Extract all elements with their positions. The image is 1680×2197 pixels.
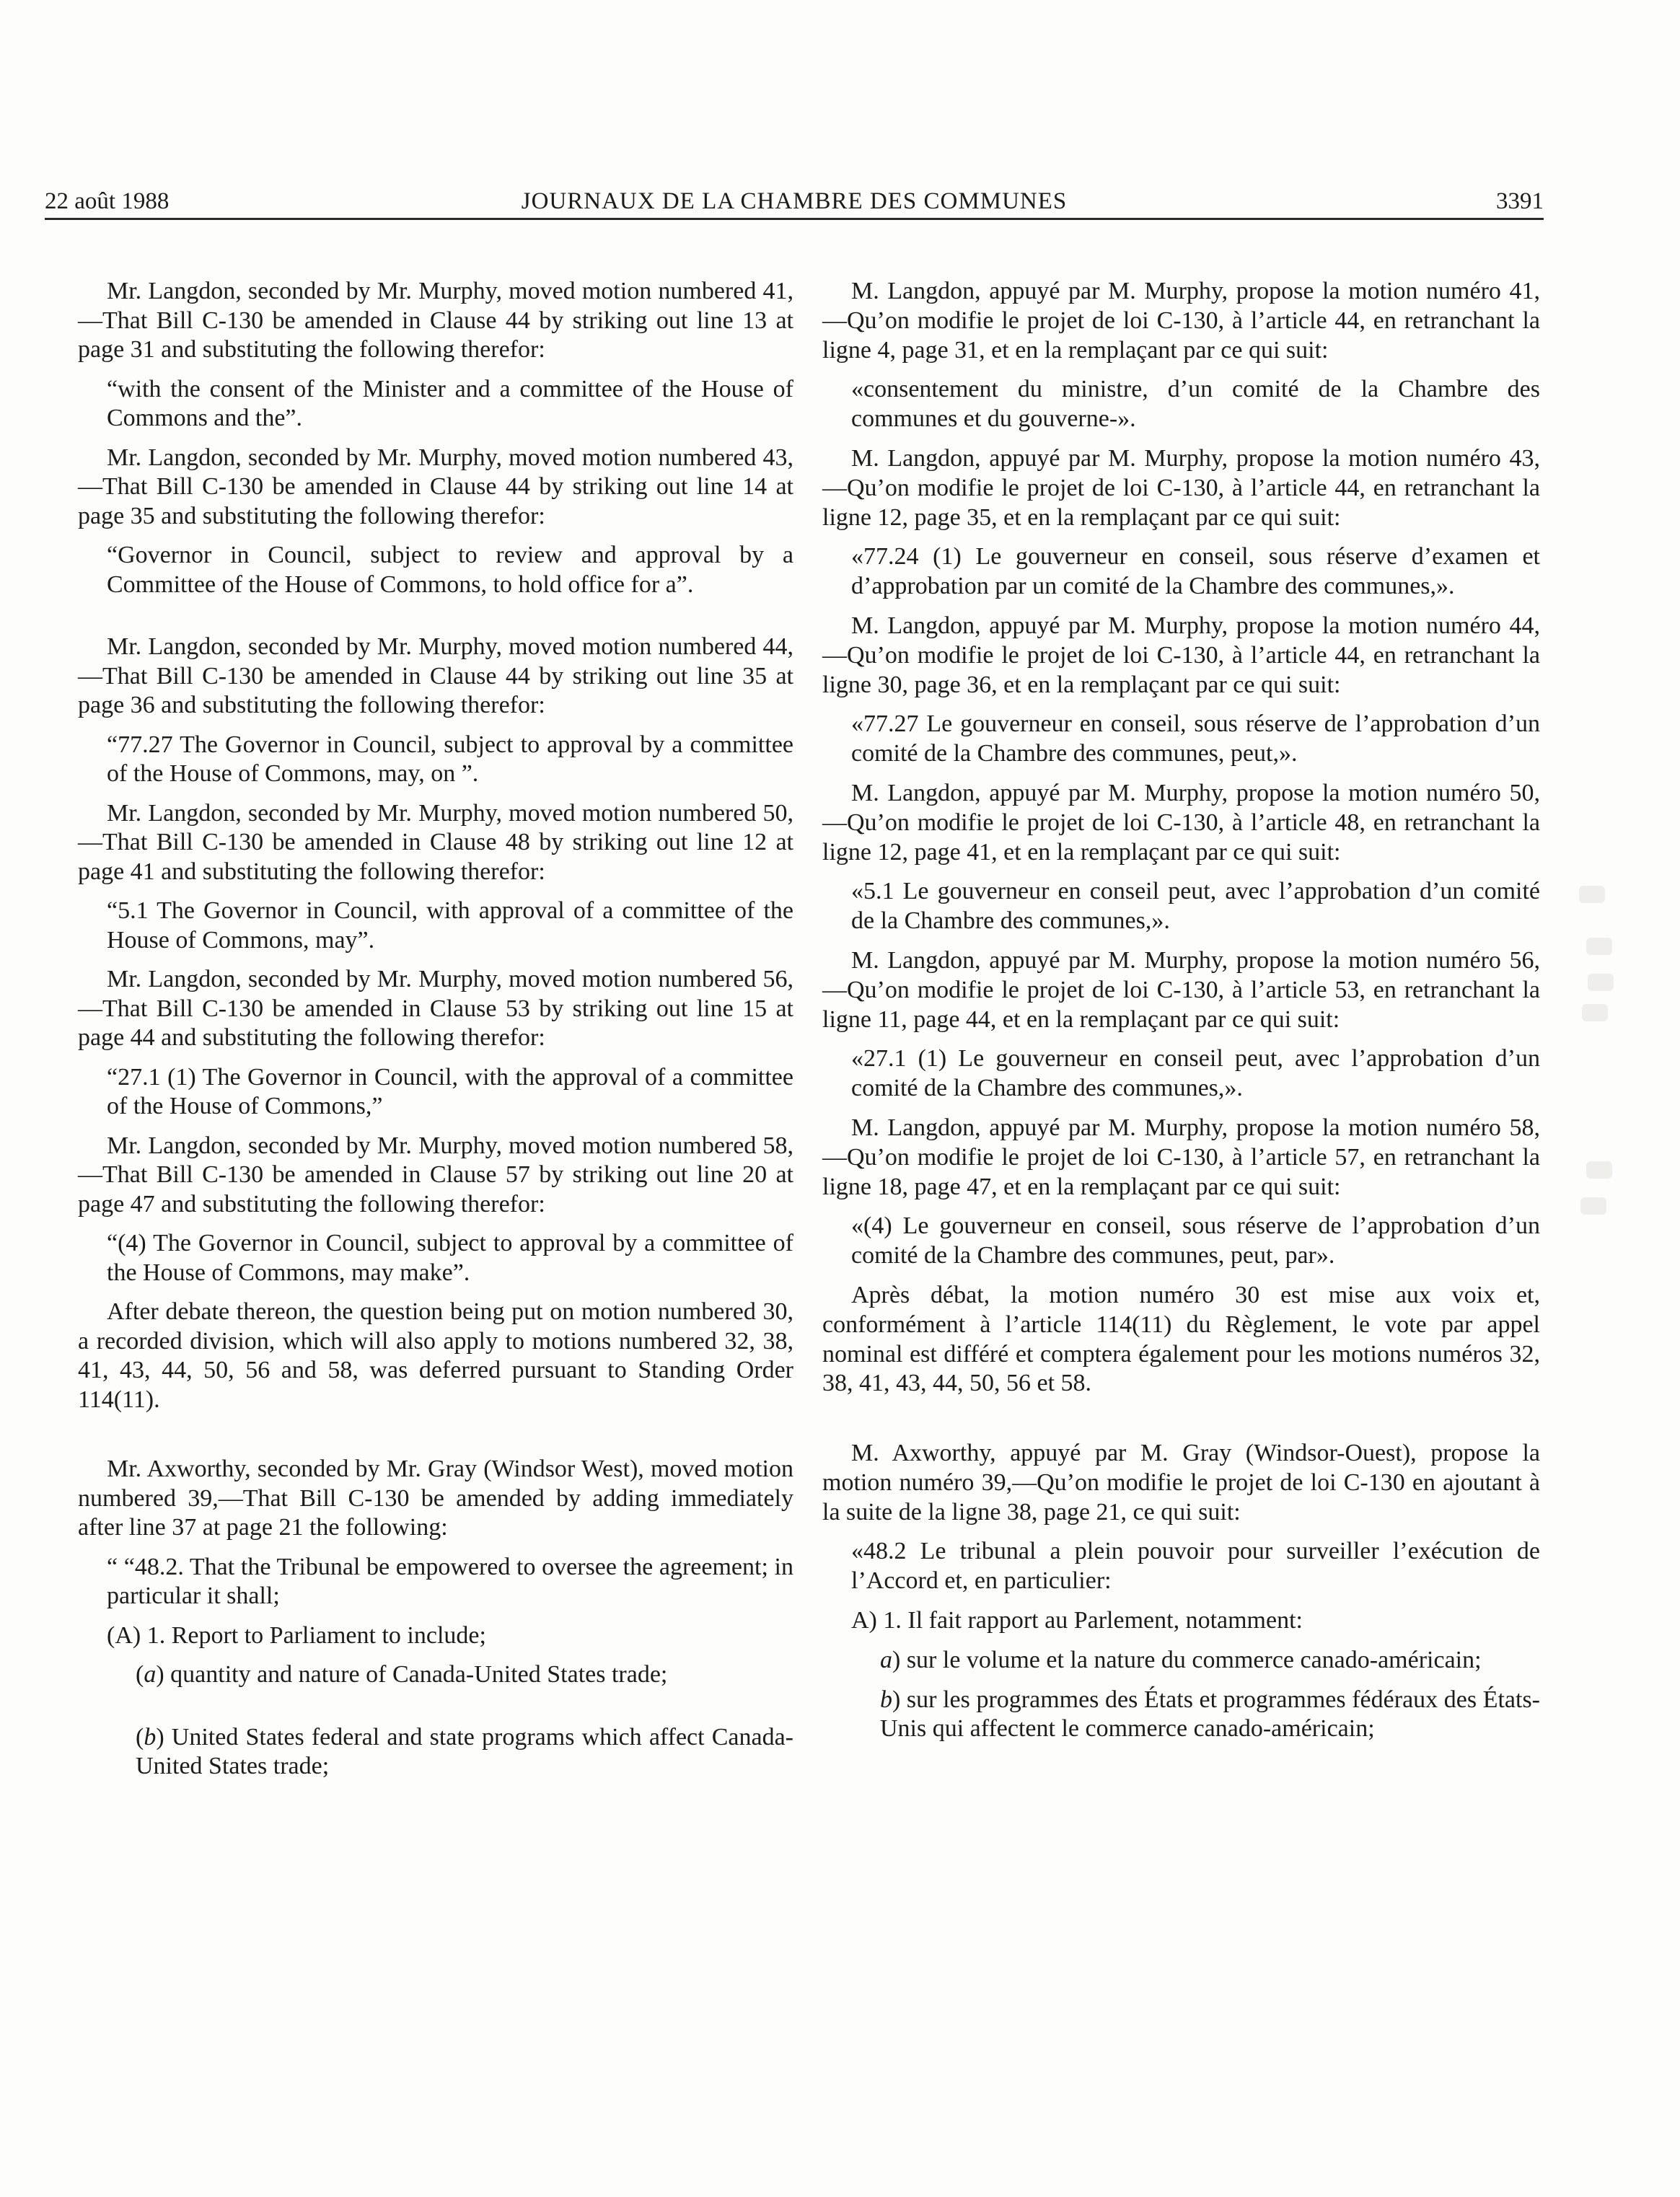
header-date: 22 août 1988: [45, 188, 170, 214]
scan-margin-marks: [1550, 0, 1680, 2197]
motion-paragraph: Mr. Langdon, seconded by Mr. Murphy, moved motion numbered 43,—That Bill C-130 be amended in Clause 44 by striking out line 14 at page 35 and substituting the following therefor:: [78, 444, 793, 529]
motion-paragraph: Mr. Langdon, seconded by Mr. Murphy, moved motion numbered 41,—That Bill C-130 be amended in Clause 44 by striking out line 13 at page 31 and substituting the following therefor:: [78, 278, 793, 363]
motion-paragraph: M. Langdon, appuyé par M. Murphy, propose la motion numéro 58,—Qu’on modifie le projet de loi C-130, à l’article 57, en retranchant la ligne 18, page 47, et en la remplaçant par ce qui suit:: [822, 1114, 1540, 1200]
quoted-amendment: (b) United States federal and state programs which affect Canada-United States trade;: [136, 1723, 793, 1779]
page-number: 3391: [1496, 188, 1544, 214]
motion-paragraph: M. Langdon, appuyé par M. Murphy, propose la motion numéro 56,—Qu’on modifie le projet de loi C-130, à l’article 53, en retranchant la ligne 11, page 44, et en la remplaçant par ce qui suit:: [822, 946, 1540, 1033]
motion-paragraph: Après débat, la motion numéro 30 est mise aux voix et, conformément à l’article 114(11) du Règlement, le vote par appel nominal est différé et comptera également pour les motions numéros 32, 38, 41, 43, 44, 50, 56 et 58.: [822, 1281, 1540, 1397]
quoted-amendment: (A) 1. Report to Parliament to include;: [107, 1621, 486, 1649]
motion-paragraph: M. Langdon, appuyé par M. Murphy, propose la motion numéro 41,—Qu’on modifie le projet de loi C-130, à l’article 44, en retranchant la ligne 4, page 31, et en la remplaçant par ce qui suit:: [822, 278, 1540, 364]
header-title: JOURNAUX DE LA CHAMBRE DES COMMUNES: [521, 188, 1068, 214]
quoted-amendment: “with the consent of the Minister and a committee of the House of Commons and the”.: [107, 375, 793, 431]
motion-paragraph: M. Langdon, appuyé par M. Murphy, propose la motion numéro 44,—Qu’on modifie le projet de loi C-130, à l’article 44, en retranchant la ligne 30, page 36, et en la remplaçant par ce qui suit:: [822, 612, 1540, 698]
motion-paragraph: Mr. Axworthy, seconded by Mr. Gray (Windsor West), moved motion numbered 39,—That Bill C-130 be amended by adding immediately after line 37 at page 21 the following:: [78, 1456, 793, 1541]
quoted-amendment: «27.1 (1) Le gouverneur en conseil peut, avec l’approbation d’un comité de la Chambre des communes,».: [851, 1045, 1540, 1102]
motion-paragraph: After debate thereon, the question being put on motion numbered 30, a recorded division, which will also apply to motions numbered 32, 38, 41, 43, 44, 50, 56 and 58, was deferred pursuant to Standing Order 114(11).: [78, 1298, 793, 1413]
quoted-amendment: “27.1 (1) The Governor in Council, with the approval of a committee of the House of Commons,”: [107, 1063, 793, 1119]
motion-paragraph: Mr. Langdon, seconded by Mr. Murphy, moved motion numbered 56,—That Bill C-130 be amended in Clause 53 by striking out line 15 at page 44 and substituting the following therefor:: [78, 966, 793, 1051]
quoted-amendment: (a) quantity and nature of Canada-United States trade;: [136, 1661, 668, 1688]
quoted-amendment: «consentement du ministre, d’un comité de la Chambre des communes et du gouverne-».: [851, 376, 1540, 433]
quoted-amendment: “(4) The Governor in Council, subject to approval by a committee of the House of Commons, may make”.: [107, 1230, 793, 1286]
motion-paragraph: M. Axworthy, appuyé par M. Gray (Windsor-Ouest), propose la motion numéro 39,—Qu’on modifie le projet de loi C-130 en ajoutant à la suite de la ligne 38, page 21, ce qui suit:: [822, 1440, 1540, 1525]
motion-paragraph: M. Langdon, appuyé par M. Murphy, propose la motion numéro 50,—Qu’on modifie le projet de loi C-130, à l’article 48, en retranchant la ligne 12, page 41, et en la remplaçant par ce qui suit:: [822, 779, 1540, 866]
quoted-amendment: A) 1. Il fait rapport au Parlement, notamment:: [851, 1607, 1303, 1634]
quoted-amendment: “Governor in Council, subject to review and approval by a Committee of the House of Commons, to hold office for a”.: [107, 542, 793, 598]
quoted-amendment: “5.1 The Governor in Council, with approval of a committee of the House of Commons, may”.: [107, 897, 793, 954]
quoted-amendment: “77.27 The Governor in Council, subject to approval by a committee of the House of Commons, may, on ”.: [107, 731, 793, 787]
page-header: [45, 182, 1544, 220]
quoted-amendment: “ “48.2. That the Tribunal be empowered to oversee the agreement; in particular it shall;: [107, 1553, 793, 1609]
quoted-amendment: «77.27 Le gouverneur en conseil, sous réserve de l’approbation d’un comité de la Chambre des communes, peut,».: [851, 710, 1540, 767]
quoted-amendment: b) sur les programmes des États et programmes fédéraux des États-Unis qui affectent le commerce canado-américain;: [880, 1686, 1540, 1743]
motion-paragraph: M. Langdon, appuyé par M. Murphy, propose la motion numéro 43,—Qu’on modifie le projet de loi C-130, à l’article 44, en retranchant la ligne 12, page 35, et en la remplaçant par ce qui suit:: [822, 444, 1540, 531]
quoted-amendment: a) sur le volume et la nature du commerce canado-américain;: [880, 1646, 1482, 1673]
motion-paragraph: Mr. Langdon, seconded by Mr. Murphy, moved motion numbered 44,—That Bill C-130 be amended in Clause 44 by striking out line 35 at page 36 and substituting the following therefor:: [78, 633, 793, 718]
quoted-amendment: «48.2 Le tribunal a plein pouvoir pour surveiller l’exécution de l’Accord et, en particulier:: [851, 1538, 1540, 1595]
quoted-amendment: «77.24 (1) Le gouverneur en conseil, sous réserve d’examen et d’approbation par un comité de la Chambre des communes,».: [851, 543, 1540, 600]
motion-paragraph: Mr. Langdon, seconded by Mr. Murphy, moved motion numbered 50,—That Bill C-130 be amended in Clause 48 by striking out line 12 at page 41 and substituting the following therefor:: [78, 799, 793, 885]
quoted-amendment: «5.1 Le gouverneur en conseil peut, avec l’approbation d’un comité de la Chambre des communes,».: [851, 878, 1540, 935]
quoted-amendment: «(4) Le gouverneur en conseil, sous réserve de l’approbation d’un comité de la Chambre des communes, peut, par».: [851, 1212, 1540, 1269]
english-column: [78, 277, 793, 1792]
french-column: [822, 277, 1540, 1754]
motion-paragraph: Mr. Langdon, seconded by Mr. Murphy, moved motion numbered 58,—That Bill C-130 be amended in Clause 57 by striking out line 20 at page 47 and substituting the following therefor:: [78, 1132, 793, 1218]
